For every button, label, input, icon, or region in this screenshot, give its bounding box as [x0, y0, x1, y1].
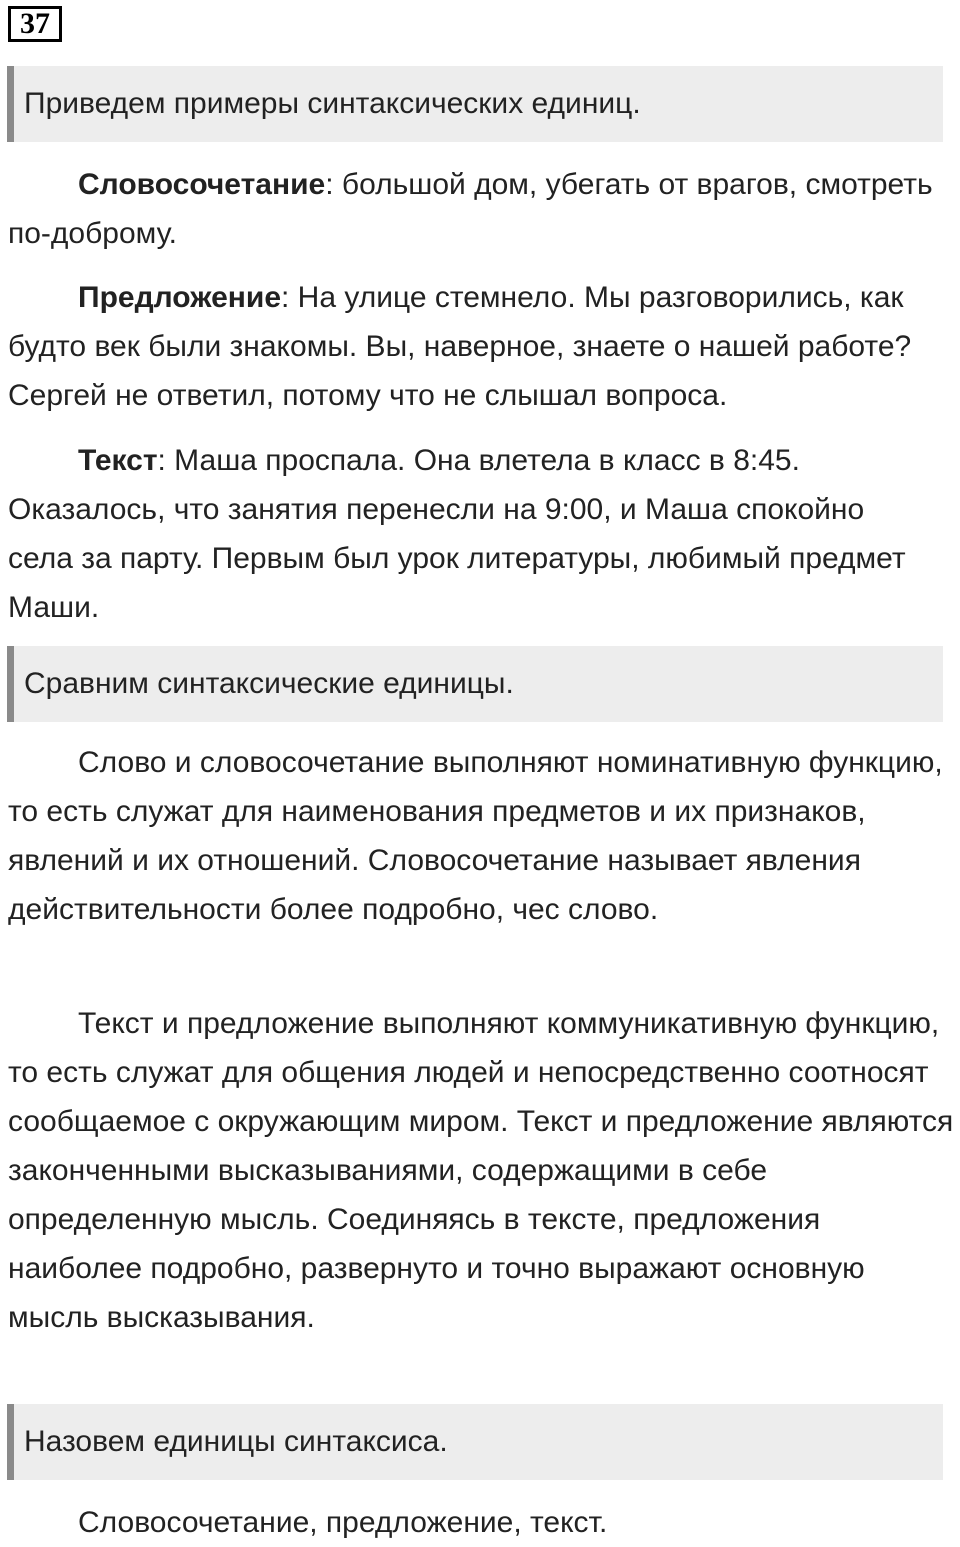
example-text-rest: села за парту. Первым был урок литературы, любимый предмет Маши. — [8, 542, 906, 624]
task-number: 37 — [8, 6, 62, 42]
example-phrase-text: : большой дом, убегать от врагов, смотреть по-доброму. — [8, 168, 933, 250]
term-phrase: Словосочетание — [78, 168, 326, 201]
compare-paragraph-1-text: Слово и словосочетание выполняют номинативную функцию, то есть служат для наименования предметов и их признаков, явлений и их отношений. Словосочетание называет явления действительности более подробно, чес слово. — [8, 746, 943, 926]
example-text — [8, 436, 956, 632]
section-header-name-units: Назовем единицы синтаксиса. — [7, 1404, 943, 1480]
compare-paragraph-1 — [8, 738, 956, 934]
section-header-examples: Приведем примеры синтаксических единиц. — [7, 66, 943, 142]
example-text-line1: : Маша проспала. Она влетела в класс в 8:45. — [157, 444, 800, 477]
compare-paragraph-2-text: Текст и предложение выполняют коммуникативную функцию, то есть служат для общения людей и непосредственно соотносят сообщаемое с окружающим миром. Текст и предложение являются законченными высказываниями, содержащими в себе определенную мысль. Соединяясь в тексте, предложения наиболее подробно, развернуто и точно выражают основную мысль высказывания. — [8, 1007, 954, 1334]
compare-paragraph-2 — [8, 999, 956, 1342]
term-text: Текст — [78, 444, 158, 477]
example-phrase — [8, 160, 956, 258]
example-sentence — [8, 273, 956, 420]
example-sentence-text: : На улице стемнело. Мы разговорились, как будто век были знакомы. Вы, наверное, знаете о нашей работе? Сергей не ответил, потому что не слышал вопроса. — [8, 281, 912, 412]
example-text-line2: Оказалось, что занятия перенесли на 9:00, и Маша спокойно — [8, 493, 865, 526]
section-header-compare: Сравним синтаксические единицы. — [7, 646, 943, 722]
answer-paragraph — [8, 1498, 956, 1547]
answer-text: Словосочетание, предложение, текст. — [78, 1506, 608, 1539]
term-sentence: Предложение — [78, 281, 282, 314]
